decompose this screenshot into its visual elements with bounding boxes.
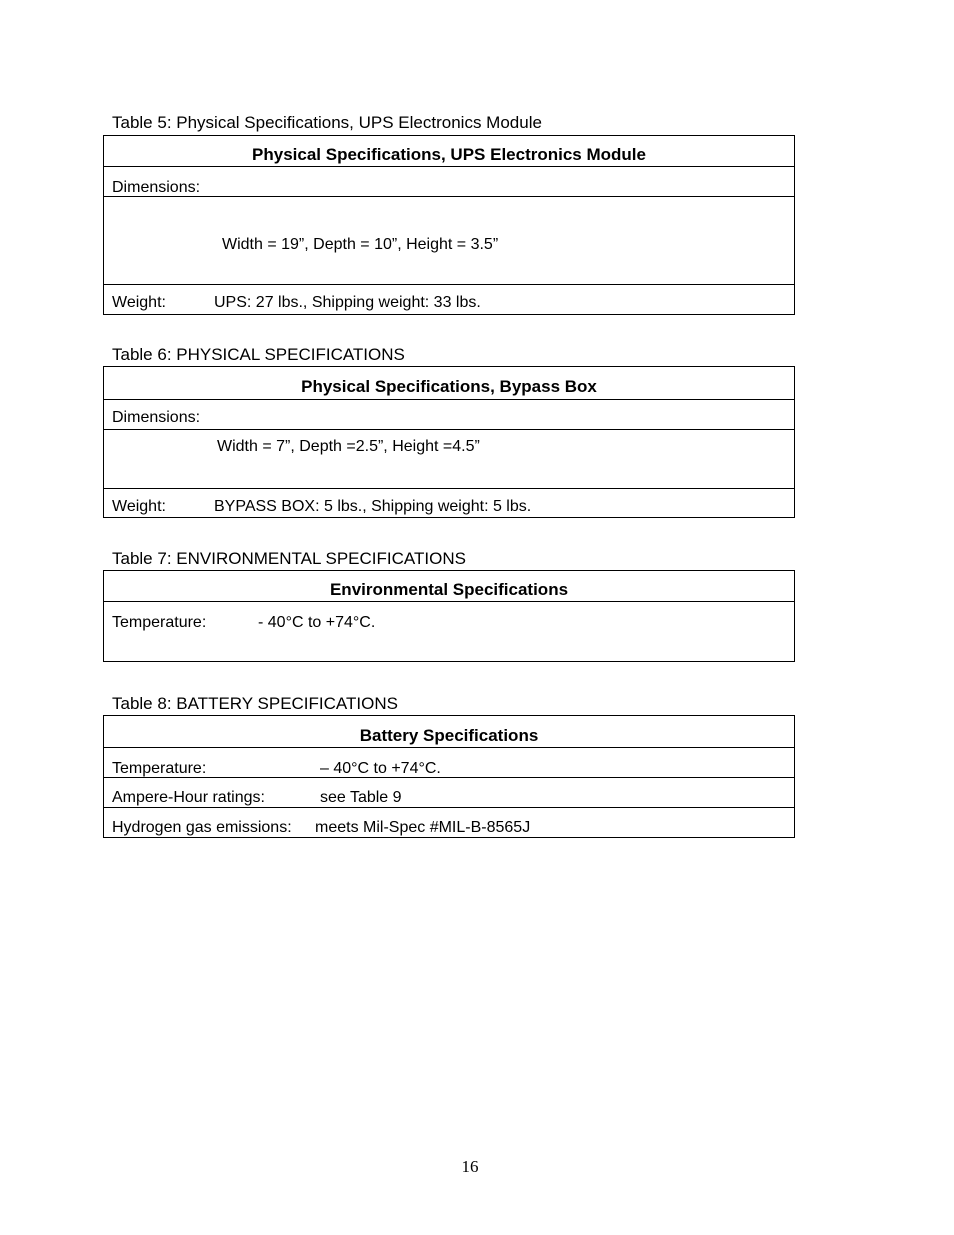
table-5 [103,135,795,315]
weight-value: UPS: 27 lbs., Shipping weight: 33 lbs. [214,294,481,311]
table-7-header: Environmental Specifications [329,580,569,599]
weight-value: BYPASS BOX: 5 lbs., Shipping weight: 5 lbs. [214,498,532,515]
table-7-caption: Table 7: ENVIRONMENTAL SPECIFICATIONS [112,549,466,568]
table-6-dimensions-label-row [104,399,794,429]
hydrogen-label: Hydrogen gas emissions: [112,819,292,836]
ampere-hour-label: Ampere-Hour ratings: [112,789,265,806]
table-5-header-row [104,136,794,166]
table-8-ampere-hour-row [104,777,794,807]
table-5-caption: Table 5: Physical Specifications, UPS Electronics Module [112,113,542,132]
table-7 [103,570,795,662]
weight-label: Weight: [112,498,166,515]
temperature-label: Temperature: [112,614,207,631]
table-6-header-row [104,367,794,399]
table-6 [103,366,795,518]
table-8-header: Battery Specifications [359,726,539,745]
table-6-caption: Table 6: PHYSICAL SPECIFICATIONS [112,345,405,364]
table-6-weight-row [104,488,794,517]
table-5-weight-row [104,284,794,314]
table-5-header: Physical Specifications, UPS Electronics Module [252,145,646,164]
table-8-temperature-row [104,747,794,777]
temperature-value: – 40°C to +74°C. [320,760,441,777]
temperature-label: Temperature: [112,760,207,777]
table-5-dimensions-value-row [104,196,794,284]
table-8-header-row [104,716,794,747]
dimensions-value: Width = 7”, Depth =2.5”, Height =4.5” [217,438,480,455]
ampere-hour-value: see Table 9 [320,789,402,806]
table-7-temperature-row [104,601,794,661]
table-8-caption: Table 8: BATTERY SPECIFICATIONS [112,694,398,713]
temperature-value: - 40°C to +74°C. [258,614,376,631]
table-6-header: Physical Specifications, Bypass Box [301,377,597,396]
table-7-header-row [104,571,794,601]
table-6-dimensions-value-row [104,429,794,488]
page-number: 16 [461,1157,479,1176]
table-8 [103,715,795,838]
table-5-dimensions-label-row [104,166,794,196]
dimensions-label: Dimensions: [112,178,201,196]
dimensions-label: Dimensions: [112,409,201,426]
hydrogen-value: meets Mil-Spec #MIL-B-8565J [315,819,531,836]
table-8-hydrogen-row [104,807,794,837]
weight-label: Weight: [112,294,166,311]
dimensions-value: Width = 19”, Depth = 10”, Height = 3.5” [222,236,499,253]
